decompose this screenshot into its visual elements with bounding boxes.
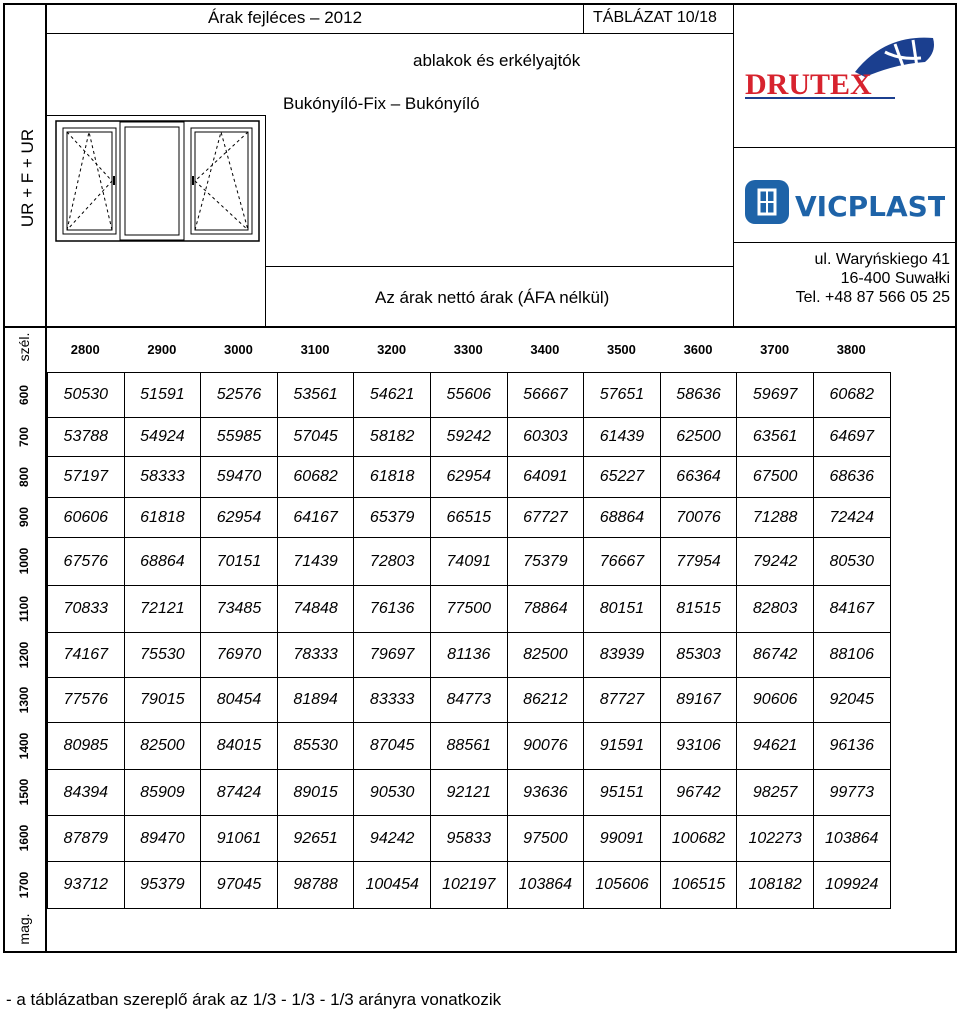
price-cell: 53561 bbox=[277, 373, 354, 418]
price-cell: 85303 bbox=[660, 633, 737, 678]
price-cell: 109924 bbox=[813, 862, 890, 909]
height-header: 1700 bbox=[17, 871, 31, 898]
price-cell: 85909 bbox=[124, 770, 201, 816]
price-cell: 89470 bbox=[124, 816, 201, 862]
price-cell: 56667 bbox=[507, 373, 584, 418]
price-cell: 67500 bbox=[737, 457, 814, 498]
price-cell: 57197 bbox=[48, 457, 125, 498]
price-cell: 103864 bbox=[813, 816, 890, 862]
price-cell: 83333 bbox=[354, 678, 431, 723]
price-cell: 94621 bbox=[737, 723, 814, 770]
price-cell: 59242 bbox=[430, 418, 507, 457]
price-cell: 54924 bbox=[124, 418, 201, 457]
product-category: ablakok és erkélyajtók bbox=[413, 51, 581, 70]
price-cell: 80985 bbox=[48, 723, 125, 770]
price-row bbox=[48, 373, 891, 418]
price-cell: 72424 bbox=[813, 498, 890, 538]
price-cell: 62954 bbox=[430, 457, 507, 498]
price-cell: 57045 bbox=[277, 418, 354, 457]
price-cell: 68864 bbox=[584, 498, 661, 538]
price-cell: 75530 bbox=[124, 633, 201, 678]
address-city: 16-400 Suwałki bbox=[840, 270, 950, 287]
price-cell: 71288 bbox=[737, 498, 814, 538]
price-cell: 72803 bbox=[354, 538, 431, 586]
price-cell: 59470 bbox=[201, 457, 278, 498]
logo-column-divider bbox=[733, 3, 734, 327]
price-cell: 103864 bbox=[507, 862, 584, 909]
price-cell: 60303 bbox=[507, 418, 584, 457]
price-table bbox=[47, 372, 891, 909]
width-header: 2900 bbox=[147, 342, 177, 357]
price-cell: 60682 bbox=[277, 457, 354, 498]
price-cell: 96136 bbox=[813, 723, 890, 770]
price-cell: 82500 bbox=[124, 723, 201, 770]
price-cell: 105606 bbox=[584, 862, 661, 909]
price-cell: 92045 bbox=[813, 678, 890, 723]
price-cell: 76136 bbox=[354, 586, 431, 633]
price-cell: 93106 bbox=[660, 723, 737, 770]
vicplast-wordmark: VICPLAST bbox=[795, 190, 945, 223]
footer-note: - a táblázatban szereplő árak az 1/3 - 1/3 - 1/3 arányra vonatkozik bbox=[6, 990, 502, 1009]
width-header: 3200 bbox=[377, 342, 407, 357]
price-cell: 59697 bbox=[737, 373, 814, 418]
price-cell: 99091 bbox=[584, 816, 661, 862]
price-cell: 51591 bbox=[124, 373, 201, 418]
price-cell: 92651 bbox=[277, 816, 354, 862]
price-cell: 78864 bbox=[507, 586, 584, 633]
address-street: ul. Waryńskiego 41 bbox=[814, 251, 950, 268]
price-cell: 82803 bbox=[737, 586, 814, 633]
price-cell: 79697 bbox=[354, 633, 431, 678]
price-cell: 88561 bbox=[430, 723, 507, 770]
price-row bbox=[48, 633, 891, 678]
price-cell: 100682 bbox=[660, 816, 737, 862]
width-header: 3100 bbox=[300, 342, 330, 357]
height-header: 1300 bbox=[17, 686, 31, 713]
price-cell: 70076 bbox=[660, 498, 737, 538]
price-cell: 72121 bbox=[124, 586, 201, 633]
price-cell: 87045 bbox=[354, 723, 431, 770]
price-cell: 78333 bbox=[277, 633, 354, 678]
price-cell: 90606 bbox=[737, 678, 814, 723]
price-cell: 60682 bbox=[813, 373, 890, 418]
price-cell: 66515 bbox=[430, 498, 507, 538]
price-cell: 77500 bbox=[430, 586, 507, 633]
price-cell: 64167 bbox=[277, 498, 354, 538]
price-cell: 61818 bbox=[354, 457, 431, 498]
price-cell: 68636 bbox=[813, 457, 890, 498]
height-header: 1600 bbox=[17, 824, 31, 852]
height-header: 800 bbox=[17, 466, 31, 487]
price-cell: 62954 bbox=[201, 498, 278, 538]
title-row-divider bbox=[45, 33, 733, 34]
price-cell: 91061 bbox=[201, 816, 278, 862]
address-block bbox=[745, 250, 950, 307]
price-cell: 63561 bbox=[737, 418, 814, 457]
price-cell: 68864 bbox=[124, 538, 201, 586]
price-cell: 100454 bbox=[354, 862, 431, 909]
price-cell: 66364 bbox=[660, 457, 737, 498]
price-cell: 81894 bbox=[277, 678, 354, 723]
price-row bbox=[48, 498, 891, 538]
price-row bbox=[48, 457, 891, 498]
price-cell: 71439 bbox=[277, 538, 354, 586]
price-cell: 90076 bbox=[507, 723, 584, 770]
price-cell: 98788 bbox=[277, 862, 354, 909]
price-row bbox=[48, 678, 891, 723]
price-cell: 108182 bbox=[737, 862, 814, 909]
price-cell: 74167 bbox=[48, 633, 125, 678]
drutex-logo bbox=[745, 32, 940, 122]
price-cell: 70151 bbox=[201, 538, 278, 586]
price-cell: 97500 bbox=[507, 816, 584, 862]
price-cell: 102197 bbox=[430, 862, 507, 909]
price-cell: 58182 bbox=[354, 418, 431, 457]
price-cell: 89015 bbox=[277, 770, 354, 816]
price-cell: 84015 bbox=[201, 723, 278, 770]
price-cell: 77954 bbox=[660, 538, 737, 586]
price-cell: 81515 bbox=[660, 586, 737, 633]
width-header: 3600 bbox=[683, 342, 713, 357]
price-cell: 79242 bbox=[737, 538, 814, 586]
price-cell: 96742 bbox=[660, 770, 737, 816]
price-cell: 74091 bbox=[430, 538, 507, 586]
height-axis-label: mag. bbox=[16, 913, 32, 945]
logo-separator bbox=[733, 147, 957, 148]
window-drawing bbox=[55, 120, 260, 242]
price-cell: 89167 bbox=[660, 678, 737, 723]
width-header: 2800 bbox=[70, 342, 100, 357]
price-cell: 52576 bbox=[201, 373, 278, 418]
price-cell: 84773 bbox=[430, 678, 507, 723]
price-cell: 91591 bbox=[584, 723, 661, 770]
opening-type-label: UR + F + UR bbox=[18, 128, 37, 228]
price-cell: 106515 bbox=[660, 862, 737, 909]
price-cell: 65379 bbox=[354, 498, 431, 538]
price-cell: 75379 bbox=[507, 538, 584, 586]
price-cell: 90530 bbox=[354, 770, 431, 816]
price-row bbox=[48, 586, 891, 633]
price-cell: 65227 bbox=[584, 457, 661, 498]
price-cell: 97045 bbox=[201, 862, 278, 909]
price-cell: 58333 bbox=[124, 457, 201, 498]
width-header: 3000 bbox=[223, 342, 253, 357]
price-cell: 88106 bbox=[813, 633, 890, 678]
title-ref-divider bbox=[583, 3, 584, 34]
price-cell: 92121 bbox=[430, 770, 507, 816]
vicplast-logo bbox=[745, 178, 945, 228]
price-row bbox=[48, 418, 891, 457]
price-cell: 64091 bbox=[507, 457, 584, 498]
price-cell: 54621 bbox=[354, 373, 431, 418]
price-cell: 80151 bbox=[584, 586, 661, 633]
price-cell: 95151 bbox=[584, 770, 661, 816]
width-header: 3400 bbox=[530, 342, 560, 357]
price-row bbox=[48, 770, 891, 816]
price-cell: 81136 bbox=[430, 633, 507, 678]
address-separator bbox=[733, 242, 957, 243]
price-cell: 99773 bbox=[813, 770, 890, 816]
width-axis-label: szél. bbox=[16, 332, 32, 362]
price-cell: 57651 bbox=[584, 373, 661, 418]
price-cell: 80530 bbox=[813, 538, 890, 586]
price-cell: 87879 bbox=[48, 816, 125, 862]
net-price-box-top bbox=[265, 266, 733, 267]
price-cell: 55606 bbox=[430, 373, 507, 418]
price-cell: 67727 bbox=[507, 498, 584, 538]
height-header: 900 bbox=[17, 506, 31, 528]
price-cell: 86742 bbox=[737, 633, 814, 678]
height-header: 1500 bbox=[17, 778, 31, 806]
price-cell: 60606 bbox=[48, 498, 125, 538]
price-row bbox=[48, 723, 891, 770]
address-phone: Tel. +48 87 566 05 25 bbox=[795, 289, 950, 306]
price-cell: 77576 bbox=[48, 678, 125, 723]
price-cell: 61818 bbox=[124, 498, 201, 538]
price-cell: 62500 bbox=[660, 418, 737, 457]
price-cell: 64697 bbox=[813, 418, 890, 457]
height-header: 1400 bbox=[17, 732, 31, 759]
price-row bbox=[48, 538, 891, 586]
price-cell: 76970 bbox=[201, 633, 278, 678]
price-cell: 84167 bbox=[813, 586, 890, 633]
price-cell: 73485 bbox=[201, 586, 278, 633]
price-cell: 76667 bbox=[584, 538, 661, 586]
price-row bbox=[48, 816, 891, 862]
width-header: 3700 bbox=[760, 342, 790, 357]
price-cell: 58636 bbox=[660, 373, 737, 418]
price-cell: 67576 bbox=[48, 538, 125, 586]
price-cell: 93712 bbox=[48, 862, 125, 909]
price-cell: 84394 bbox=[48, 770, 125, 816]
height-header: 1100 bbox=[17, 595, 31, 622]
width-header: 3800 bbox=[836, 342, 866, 357]
price-row bbox=[48, 862, 891, 909]
price-cell: 74848 bbox=[277, 586, 354, 633]
height-header: 600 bbox=[17, 384, 31, 405]
price-cell: 94242 bbox=[354, 816, 431, 862]
drawing-box-top bbox=[45, 115, 265, 116]
price-cell: 83939 bbox=[584, 633, 661, 678]
table-reference: TÁBLÁZAT 10/18 bbox=[593, 9, 717, 26]
height-header: 1000 bbox=[17, 547, 31, 575]
drutex-wordmark: DRUTEX bbox=[745, 68, 872, 101]
price-cell: 95379 bbox=[124, 862, 201, 909]
price-cell: 95833 bbox=[430, 816, 507, 862]
height-header: 700 bbox=[17, 426, 31, 447]
price-cell: 80454 bbox=[201, 678, 278, 723]
price-cell: 87424 bbox=[201, 770, 278, 816]
height-header: 1200 bbox=[17, 641, 31, 668]
sheet-title: Árak fejléces – 2012 bbox=[208, 8, 363, 27]
product-name: Bukónyíló-Fix – Bukónyíló bbox=[283, 94, 480, 113]
width-header: 3300 bbox=[453, 342, 483, 357]
price-cell: 87727 bbox=[584, 678, 661, 723]
price-cell: 61439 bbox=[584, 418, 661, 457]
price-cell: 86212 bbox=[507, 678, 584, 723]
price-cell: 53788 bbox=[48, 418, 125, 457]
price-cell: 98257 bbox=[737, 770, 814, 816]
price-cell: 93636 bbox=[507, 770, 584, 816]
price-cell: 79015 bbox=[124, 678, 201, 723]
price-cell: 82500 bbox=[507, 633, 584, 678]
price-cell: 55985 bbox=[201, 418, 278, 457]
price-cell: 50530 bbox=[48, 373, 125, 418]
drawing-box-right bbox=[265, 115, 266, 327]
price-cell: 85530 bbox=[277, 723, 354, 770]
price-cell: 70833 bbox=[48, 586, 125, 633]
width-header: 3500 bbox=[606, 342, 636, 357]
price-cell: 102273 bbox=[737, 816, 814, 862]
net-price-note: Az árak nettó árak (ÁFA nélkül) bbox=[375, 288, 610, 307]
